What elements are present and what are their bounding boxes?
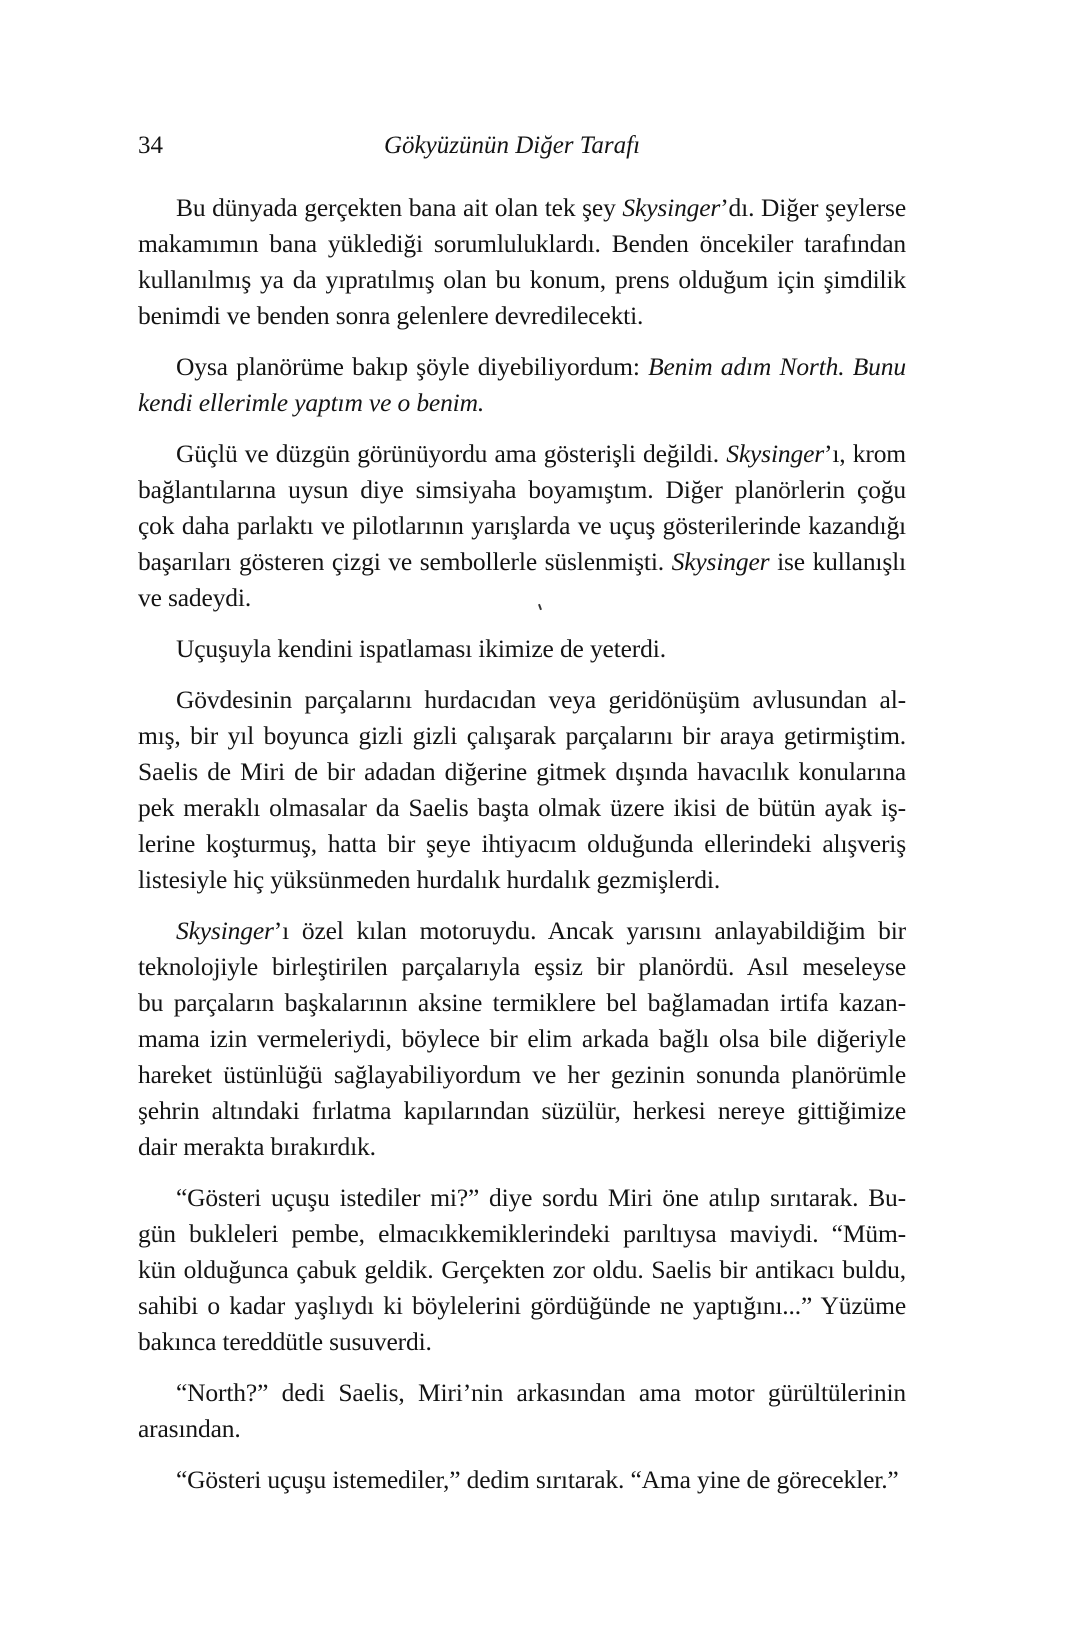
- text-run: bu parçaların başkalarının aksine termiklere bel bağlamadan irtifa kazan-: [138, 988, 906, 1017]
- text-run: ve sadeydi.: [138, 583, 252, 612]
- book-title-container: [138, 126, 906, 166]
- text-run: Bu dünyada gerçekten bana ait olan tek şey: [176, 193, 623, 222]
- text-line: [138, 508, 906, 544]
- text-line: [138, 1252, 906, 1288]
- text-line: [138, 1057, 906, 1093]
- text-run: arasından.: [138, 1414, 241, 1443]
- running-header: [138, 126, 906, 166]
- text-line: [138, 472, 906, 508]
- text-line: [138, 226, 906, 262]
- text-line: [138, 631, 906, 667]
- text-run: teknolojiyle birleştirilen parçalarıyla eşsiz bir planördü. Asıl meseleyse: [138, 952, 906, 981]
- book-title: Gökyüzünün Diğer Tarafı: [383, 132, 641, 159]
- text-run: Oysa planörüme bakıp şöyle diyebiliyordum:: [176, 352, 649, 381]
- paragraph: [138, 1180, 906, 1360]
- text-run: dair merakta bırakırdık.: [138, 1132, 376, 1161]
- text-run: ise kullanışlı: [769, 547, 906, 576]
- text-line: [138, 1216, 906, 1252]
- text-line: [138, 985, 906, 1021]
- text-run: Uçuşuyla kendini ispatlaması ikimize de yeterdi.: [176, 634, 666, 663]
- paragraph: [138, 190, 906, 334]
- text-line: [138, 790, 906, 826]
- text-run: mış, bir yıl boyunca gizli gizli çalışarak parçalarını bir araya getirmiştim.: [138, 721, 906, 750]
- paragraph: [138, 349, 906, 421]
- text-run: şehrin altındaki fırlatma kapılarından süzülür, herkesi nereye gittiğimize: [138, 1096, 906, 1125]
- text-run: Saelis de Miri de bir adadan diğerine gitmek dışında havacılık konularına: [138, 757, 906, 786]
- italic-text: kendi ellerimle yaptım ve o benim.: [138, 388, 485, 417]
- text-run: Gövdesinin parçalarını hurdacıdan veya geridönüşüm avlusundan al-: [176, 685, 906, 714]
- paragraph: [138, 436, 906, 616]
- text-run: ’dı. Diğer şeylerse: [720, 193, 906, 222]
- text-line: [138, 1180, 906, 1216]
- text-line: [138, 1375, 906, 1411]
- text-line: [138, 1411, 906, 1447]
- text-line: [138, 913, 906, 949]
- text-run: makamımın bana yüklediği sorumluluklardı. Benden öncekiler tarafından: [138, 229, 906, 258]
- text-run: sahibi o kadar yaşlıydı ki böylelerini gördüğünde ne yaptığını...” Yüzüme: [138, 1291, 906, 1320]
- text-line: [138, 754, 906, 790]
- text-line: [138, 385, 906, 421]
- body-text: [138, 190, 906, 1513]
- text-line: [138, 298, 906, 334]
- text-run: lerine koşturmuş, hatta bir şeye ihtiyacım olduğunda ellerindeki alışveriş: [138, 829, 906, 858]
- text-run: başarıları gösteren çizgi ve sembollerle süslenmişti.: [138, 547, 672, 576]
- italic-text: Skysinger: [726, 439, 825, 468]
- italic-text: Skysinger: [622, 193, 721, 222]
- text-run: “Gösteri uçuşu istediler mi?” diye sordu Miri öne atılıp sırıtarak. Bu-: [176, 1183, 906, 1212]
- text-line: [138, 1021, 906, 1057]
- text-run: ’ı, krom: [824, 439, 906, 468]
- text-run: listesiyle hiç yüksünmeden hurdalık hurdalık gezmişlerdi.: [138, 865, 721, 894]
- text-line: [138, 682, 906, 718]
- paragraph: [138, 913, 906, 1165]
- text-run: bağlantılarına uysun diye simsiyaha boyamıştım. Diğer planörlerin çoğu: [138, 475, 906, 504]
- text-run: “Gösteri uçuşu istemediler,” dedim sırıtarak. “Ama yine de görecekler.”: [176, 1465, 899, 1494]
- text-line: [138, 862, 906, 898]
- paragraph: [138, 1462, 906, 1498]
- italic-text: Benim adım North. Bunu: [648, 352, 906, 381]
- text-line: [138, 1093, 906, 1129]
- text-line: [138, 262, 906, 298]
- text-run: çok daha parlaktı ve pilotlarının yarışlarda ve uçuş gösterilerinde kazandığı: [138, 511, 906, 540]
- text-run: mama izin vermeleriydi, böylece bir elim arkada bağlı olsa bile diğeriyle: [138, 1024, 906, 1053]
- text-line: [138, 190, 906, 226]
- text-run: ’ı özel kılan motoruydu. Ancak yarısını anlayabildiğim bir: [273, 916, 906, 945]
- text-run: hareket üstünlüğü sağlayabiliyordum ve her gezinin sonunda planörümle: [138, 1060, 906, 1089]
- text-run: gün bukleleri pembe, elmacıkkemiklerindeki parıltıysa maviydi. “Müm-: [138, 1219, 906, 1248]
- text-line: [138, 544, 906, 580]
- text-line: [138, 718, 906, 754]
- text-line: [138, 949, 906, 985]
- text-line: [138, 1288, 906, 1324]
- text-line: [138, 826, 906, 862]
- paragraph: [138, 1375, 906, 1447]
- text-line: [138, 349, 906, 385]
- text-run: “North?” dedi Saelis, Miri’nin arkasından ama motor gürültülerinin: [176, 1378, 906, 1407]
- text-run: pek meraklı olmasalar da Saelis başta olmak üzere ikisi de bütün ayak iş-: [138, 793, 906, 822]
- text-line: [138, 1129, 906, 1165]
- text-line: [138, 436, 906, 472]
- page-number: 34: [138, 132, 163, 159]
- text-line: [138, 580, 906, 616]
- text-line: [138, 1324, 906, 1360]
- text-run: benimdi ve benden sonra gelenlere devredilecekti.: [138, 301, 644, 330]
- paragraph: [138, 631, 906, 667]
- italic-text: Skysinger: [671, 547, 770, 576]
- text-run: Güçlü ve düzgün görünüyordu ama gösterişli değildi.: [176, 439, 727, 468]
- text-run: kün olduğunca çabuk geldik. Gerçekten zor oldu. Saelis bir antikacı buldu,: [138, 1255, 906, 1284]
- italic-text: Skysinger: [176, 916, 274, 945]
- text-line: [138, 1462, 906, 1498]
- text-run: bakınca tereddütle susuverdi.: [138, 1327, 432, 1356]
- text-run: kullanılmış ya da yıpratılmış olan bu konum, prens olduğum için şimdilik: [138, 265, 906, 294]
- paragraph: [138, 682, 906, 898]
